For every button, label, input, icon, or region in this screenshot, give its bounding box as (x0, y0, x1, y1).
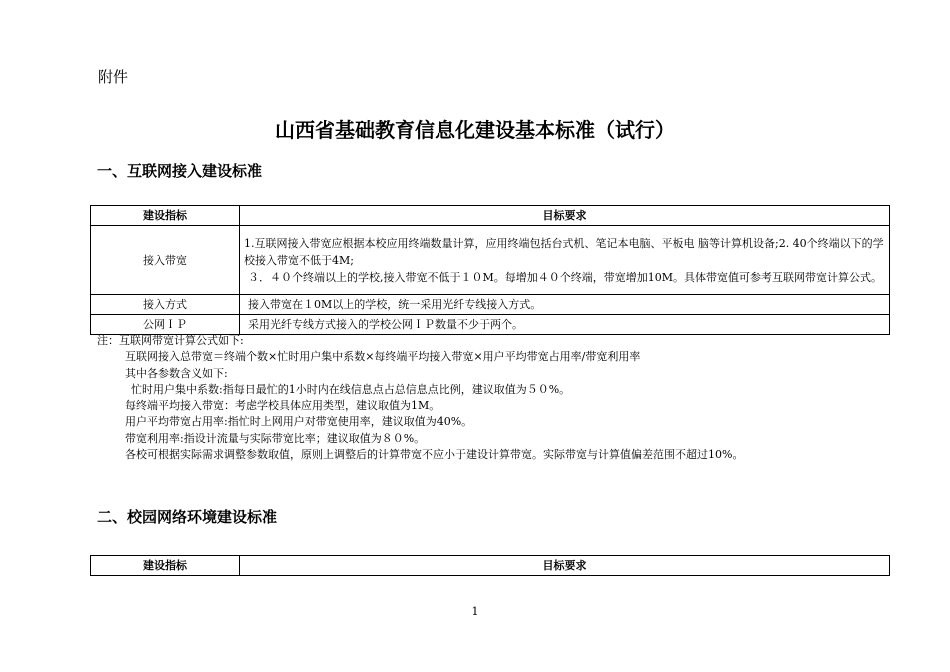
requirement-cell (240, 315, 890, 335)
note-line: 注：互联网带宽计算公式如下: (97, 334, 244, 347)
indicator-cell: 接入带宽 (91, 226, 240, 295)
note-line: 每终端平均接入带宽：考虑学校具体应用类型，建议取值为1M。 (125, 399, 441, 413)
header-requirement: 目标要求 (240, 206, 890, 226)
header-indicator: 建设指标 (91, 206, 240, 226)
section-2-heading: 二、校园网络环境建设标准 (97, 508, 278, 526)
header-requirement: 目标要求 (240, 556, 890, 576)
header-indicator: 建设指标 (91, 556, 240, 576)
note-line: 互联网接入总带宽＝终端个数×忙时用户集中系数×每终端平均接入带宽×用户平均带宽占用率/带宽利用率 (125, 350, 641, 364)
table-row (91, 226, 890, 295)
note-line: 忙时用户集中系数:指每日最忙的1小时内在线信息点占总信息点比例，建议取值为５０%。 (131, 382, 571, 396)
note-line: 用户平均带宽占用率:指忙时上网用户对带宽使用率，建议取值为40%。 (125, 415, 473, 429)
note-line: 各校可根据实际需求调整参数取值，原则上调整后的计算带宽不应小于建设计算带宽。实际带宽与计算值偏差范围不超过10%。 (125, 448, 744, 462)
requirement-cell (240, 226, 890, 295)
table-row (91, 295, 890, 315)
indicator-cell: 接入方式 (91, 295, 240, 315)
requirement-text: 接入带宽在１0M以上的学校，统一采用光纤专线接入方式。 (248, 298, 542, 311)
note-line: 其中各参数含义如下: (125, 366, 228, 380)
indicator-cell: 公网ＩＰ (91, 315, 240, 335)
document-title: 山西省基础教育信息化建设基本标准（试行） (275, 118, 675, 142)
campus-network-table (90, 555, 890, 576)
note-line: 带宽利用率:指设计流量与实际带宽比率；建议取值为８０%。 (125, 431, 426, 445)
page-number: 1 (471, 605, 479, 618)
attachment-label: 附件 (98, 68, 129, 86)
requirement-cell (240, 295, 890, 315)
table-header-row (91, 206, 890, 226)
requirement-text: 1.互联网接入带宽应根据本校应用终端数量计算，应用终端包括台式机、笔记本电脑、平板电 脑等计算机设备;2. 40个终端以下的学校接入带宽不低于4M; (244, 236, 884, 267)
table-row (91, 315, 890, 335)
internet-access-table (90, 205, 890, 335)
requirement-text: ３．４０个终端以上的学校,接入带宽不低于１０M。每增加４０个终端，带宽增加10M。具体带宽值可参考互联网带宽计算公式。 (248, 270, 883, 284)
section-1-heading: 一、互联网接入建设标准 (97, 162, 263, 180)
table-header-row (91, 556, 890, 576)
requirement-text: 采用光纤专线方式接入的学校公网ＩＰ数量不少于两个。 (248, 318, 523, 331)
bandwidth-notes (97, 333, 743, 463)
